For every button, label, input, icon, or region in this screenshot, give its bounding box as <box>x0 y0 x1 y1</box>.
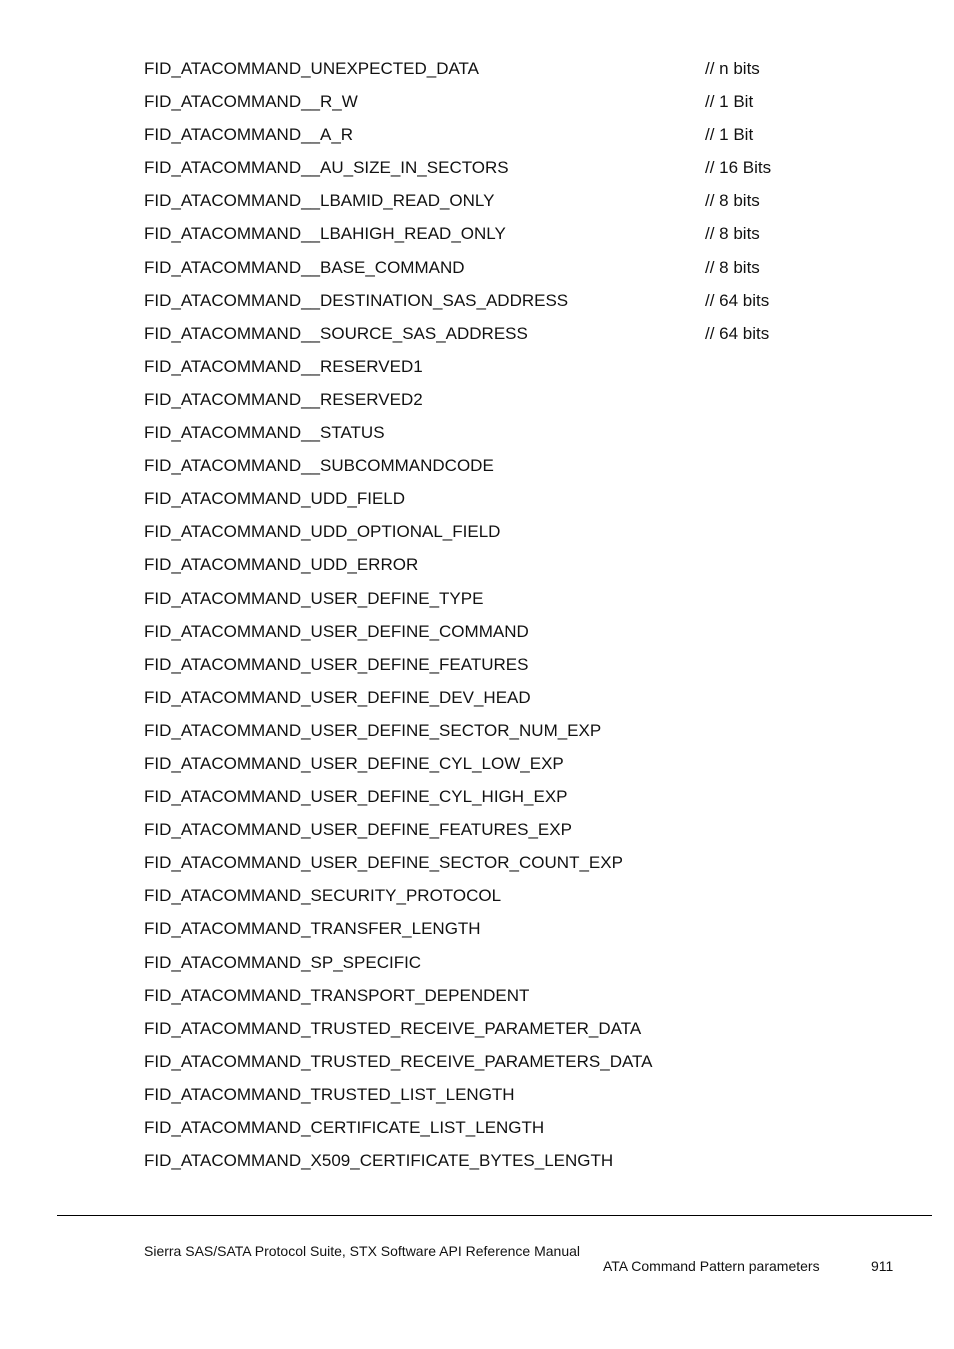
param-name: FID_ATACOMMAND_SP_SPECIFIC <box>144 952 422 972</box>
param-row <box>144 883 844 916</box>
param-name: FID_ATACOMMAND__DESTINATION_SAS_ADDRESS <box>144 290 569 310</box>
param-name: FID_ATACOMMAND_UDD_FIELD <box>144 489 406 509</box>
param-row <box>144 751 844 784</box>
param-bit-width-comment: // 8 bits <box>705 257 760 277</box>
param-row <box>144 619 844 652</box>
param-bit-width-comment: // 8 bits <box>705 191 760 211</box>
param-name: FID_ATACOMMAND_USER_DEFINE_FEATURES_EXP <box>144 820 572 840</box>
param-bit-width-comment: // 64 bits <box>705 290 770 310</box>
param-row <box>144 817 844 850</box>
param-name: FID_ATACOMMAND__R_W <box>144 92 358 112</box>
param-row <box>144 652 844 685</box>
param-row <box>144 1082 844 1115</box>
footer-section-title: ATA Command Pattern parameters <box>603 1258 820 1274</box>
param-name: FID_ATACOMMAND_USER_DEFINE_CYL_HIGH_EXP <box>144 787 568 807</box>
param-name: FID_ATACOMMAND_USER_DEFINE_CYL_LOW_EXP <box>144 753 564 773</box>
param-row <box>144 255 844 288</box>
param-row <box>144 486 844 519</box>
footer-document-title: Sierra SAS/SATA Protocol Suite, STX Software API Reference Manual <box>144 1243 581 1259</box>
param-row <box>144 784 844 817</box>
param-name: FID_ATACOMMAND_USER_DEFINE_SECTOR_COUNT_EXP <box>144 853 623 873</box>
param-name: FID_ATACOMMAND_USER_DEFINE_TYPE <box>144 588 484 608</box>
param-name: FID_ATACOMMAND_UDD_OPTIONAL_FIELD <box>144 522 501 542</box>
param-name: FID_ATACOMMAND_TRANSFER_LENGTH <box>144 919 481 939</box>
param-name: FID_ATACOMMAND__SUBCOMMANDCODE <box>144 456 494 476</box>
param-name: FID_ATACOMMAND_X509_CERTIFICATE_BYTES_LENGTH <box>144 1151 614 1171</box>
param-row <box>144 916 844 949</box>
param-name: FID_ATACOMMAND_USER_DEFINE_COMMAND <box>144 621 529 641</box>
param-row <box>144 685 844 718</box>
param-name: FID_ATACOMMAND__BASE_COMMAND <box>144 257 465 277</box>
param-row <box>144 983 844 1016</box>
param-row <box>144 188 844 221</box>
param-name: FID_ATACOMMAND__RESERVED2 <box>144 389 423 409</box>
param-name: FID_ATACOMMAND__RESERVED1 <box>144 356 423 376</box>
param-name: FID_ATACOMMAND_UNEXPECTED_DATA <box>144 59 480 78</box>
param-bit-width-comment: // 1 Bit <box>705 125 754 145</box>
param-row <box>144 519 844 552</box>
param-name: FID_ATACOMMAND_USER_DEFINE_SECTOR_NUM_EXP <box>144 720 602 740</box>
param-bit-width-comment: // 64 bits <box>705 323 770 343</box>
param-bit-width-comment: // 8 bits <box>705 224 760 244</box>
param-name: FID_ATACOMMAND_USER_DEFINE_DEV_HEAD <box>144 687 531 707</box>
footer-divider <box>57 1215 932 1216</box>
param-name: FID_ATACOMMAND_USER_DEFINE_FEATURES <box>144 654 529 674</box>
param-name: FID_ATACOMMAND_TRUSTED_RECEIVE_PARAMETERS_DATA <box>144 1051 653 1071</box>
param-name: FID_ATACOMMAND_TRUSTED_LIST_LENGTH <box>144 1084 515 1104</box>
param-row <box>144 89 844 122</box>
param-row <box>144 586 844 619</box>
param-name: FID_ATACOMMAND__STATUS <box>144 423 385 443</box>
param-row <box>144 718 844 751</box>
param-row <box>144 1148 844 1181</box>
param-row <box>144 155 844 188</box>
param-row <box>144 288 844 321</box>
param-bit-width-comment: // n bits <box>705 59 760 78</box>
param-name: FID_ATACOMMAND__SOURCE_SAS_ADDRESS <box>144 323 528 343</box>
param-row <box>144 387 844 420</box>
param-row <box>144 420 844 453</box>
page-number: 911 <box>871 1258 894 1274</box>
param-row <box>144 1016 844 1049</box>
param-row <box>144 1049 844 1082</box>
param-name: FID_ATACOMMAND_TRUSTED_RECEIVE_PARAMETER_DATA <box>144 1018 642 1038</box>
param-row <box>144 122 844 155</box>
param-row <box>144 1115 844 1148</box>
param-bit-width-comment: // 1 Bit <box>705 92 754 112</box>
param-name: FID_ATACOMMAND_CERTIFICATE_LIST_LENGTH <box>144 1118 545 1137</box>
param-row <box>144 552 844 585</box>
param-name: FID_ATACOMMAND__A_R <box>144 125 354 145</box>
param-row <box>144 321 844 354</box>
param-name: FID_ATACOMMAND__LBAMID_READ_ONLY <box>144 191 495 211</box>
param-name: FID_ATACOMMAND_TRANSPORT_DEPENDENT <box>144 985 530 1005</box>
param-row <box>144 221 844 254</box>
param-row <box>144 950 844 983</box>
param-bit-width-comment: // 16 Bits <box>705 158 772 178</box>
param-name: FID_ATACOMMAND__AU_SIZE_IN_SECTORS <box>144 158 509 178</box>
param-name: FID_ATACOMMAND_SECURITY_PROTOCOL <box>144 886 502 906</box>
param-name: FID_ATACOMMAND__LBAHIGH_READ_ONLY <box>144 224 506 244</box>
param-name: FID_ATACOMMAND_UDD_ERROR <box>144 555 419 575</box>
param-row <box>144 56 844 89</box>
parameter-list <box>144 56 844 1181</box>
param-row <box>144 354 844 387</box>
param-row <box>144 850 844 883</box>
param-row <box>144 453 844 486</box>
